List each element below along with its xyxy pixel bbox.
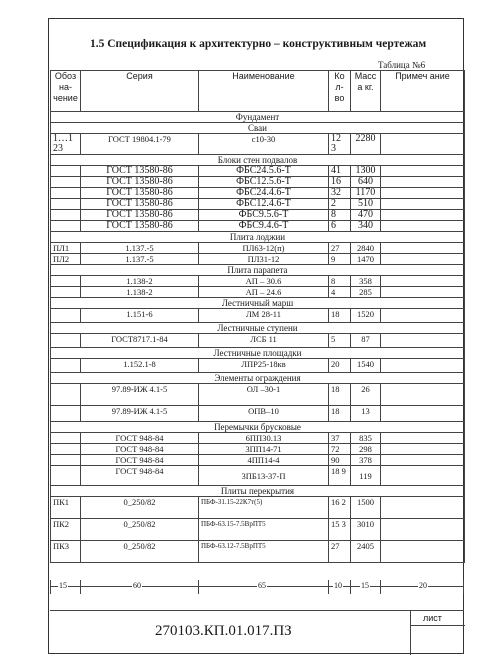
cell-seria: 1.138-2 [81,276,199,287]
cell-seria: 1.138-2 [81,287,199,298]
cell-massa: 87 [351,334,381,348]
table-row [51,406,465,422]
cell-naim: 4ПП14-4 [199,455,329,466]
page-title: 1.5 Спецификация к архитектурно – конструктивным чертежам [90,38,427,50]
dimension-tick [463,580,464,594]
cell-massa: 285 [351,287,381,298]
section-bloki: Блоки стен подвалов [51,155,465,166]
cell-massa: 1500 [351,497,381,519]
dimension-label: 65 [258,581,266,590]
cell-kol: 8 [329,276,351,287]
section-row [51,348,465,359]
cell-naim: ПЛ63-12(п) [199,243,329,254]
cell-seria: ГОСТ 948-84 [81,455,199,466]
table-row [51,466,465,486]
cell-massa: 1540 [351,359,381,373]
cell-seria: ГОСТ 13580-86 [81,177,199,188]
cell-kol: 18 9 [329,466,351,486]
section-plity: Плиты перекрытия [51,486,465,497]
cell-oboz: ПЛ1 [51,243,81,254]
cell-seria: 1.137.-5 [81,254,199,265]
cell-massa: 1170 [351,188,381,199]
cell-kol: 41 [329,166,351,177]
cell-kol: 8 [329,210,351,221]
table-row [51,433,465,444]
cell-kol: 27 [329,541,351,563]
cell-kol: 72 [329,444,351,455]
cell-kol: 12 3 [329,134,351,155]
dimension-tick [198,580,199,594]
dimension-label: 15 [361,581,369,590]
cell-kol: 32 [329,188,351,199]
cell-naim: 3ПБ13-37-П [199,466,329,486]
cell-kol: 9 [329,254,351,265]
table-row [51,519,465,541]
col-prim: Примеч ание [381,71,465,112]
table-row [51,541,465,563]
cell-massa: 835 [351,433,381,444]
sheet-divider [411,625,465,626]
cell-oboz: ПК2 [51,519,81,541]
cell-kol: 37 [329,433,351,444]
cell-massa: 1300 [351,166,381,177]
cell-kol: 16 2 [329,497,351,519]
cell-oboz: ПК3 [51,541,81,563]
cell-massa: 378 [351,455,381,466]
sheet-box [410,611,465,655]
table-row [51,455,465,466]
cell-seria: 1.152.1-8 [81,359,199,373]
table-row [51,188,465,199]
header-row [51,71,465,112]
spec-table [50,70,465,563]
cell-oboz: ПЛ2 [51,254,81,265]
cell-seria: 1.137.-5 [81,243,199,254]
cell-seria: 0_250/82 [81,519,199,541]
cell-kol: 5 [329,334,351,348]
cell-naim: АП – 24.6 [199,287,329,298]
cell-naim: ФБС9.5.6-Т [199,210,329,221]
cell-massa: 340 [351,221,381,232]
section-row [51,486,465,497]
table-row [51,210,465,221]
table-row [51,199,465,210]
cell-naim: с10-30 [199,134,329,155]
dimension-tick [350,580,351,594]
cell-naim: 3ПП14-71 [199,444,329,455]
dimension-label: 20 [419,581,427,590]
cell-seria: ГОСТ 13580-86 [81,166,199,177]
dimension-tick [328,580,329,594]
section-row [51,123,465,134]
section-row [51,265,465,276]
section-lest-ploshchadki: Лестничные площадки [51,348,465,359]
table-row [51,309,465,323]
cell-seria: 1.151-6 [81,309,199,323]
cell-seria: ГОСТ 13580-86 [81,221,199,232]
cell-kol: 18 [329,384,351,406]
section-elementy: Элементы ограждения [51,373,465,384]
cell-naim: ПБФ-63.15-7.5ВрПТ5 [199,519,329,541]
section-fundament: Фундамент [51,112,465,123]
cell-naim: ФБС24.4.6-Т [199,188,329,199]
cell-naim: ФБС9.4.6-Т [199,221,329,232]
table-row [51,134,465,155]
cell-massa: 298 [351,444,381,455]
document-code: 270103.КП.01.017.ПЗ [155,623,292,639]
section-row [51,112,465,123]
cell-oboz: ПК1 [51,497,81,519]
table-row [51,166,465,177]
table-row [51,497,465,519]
cell-kol: 15 3 [329,519,351,541]
cell-seria: ГОСТ 13580-86 [81,188,199,199]
col-massa: Масс а кг. [351,71,381,112]
cell-seria: ГОСТ 13580-86 [81,199,199,210]
cell-seria: 97.89-ИЖ 4.1-5 [81,384,199,406]
section-lest-marsh: Лестничный марш [51,298,465,309]
cell-seria: ГОСТ8717.1-84 [81,334,199,348]
cell-kol: 6 [329,221,351,232]
section-row [51,232,465,243]
cell-seria: ГОСТ 948-84 [81,433,199,444]
cell-kol: 90 [329,455,351,466]
cell-naim: ФБС12.4.6-Т [199,199,329,210]
cell-naim: ОЛ –30-1 [199,384,329,406]
cell-naim: ОПВ–10 [199,406,329,422]
table-row [51,243,465,254]
cell-seria: ГОСТ 948-84 [81,466,199,486]
dimension-scale [50,580,464,594]
dimension-tick [80,580,81,594]
cell-massa: 3010 [351,519,381,541]
col-naim: Наименование [199,71,329,112]
col-oboz: Обоз на- чение [51,71,81,112]
cell-massa: 358 [351,276,381,287]
cell-massa: 1520 [351,309,381,323]
cell-kol: 4 [329,287,351,298]
cell-kol: 20 [329,359,351,373]
section-row [51,373,465,384]
cell-seria: ГОСТ 19804.1-79 [81,134,199,155]
dimension-tick [50,580,51,594]
cell-massa: 2405 [351,541,381,563]
section-row [51,155,465,166]
cell-naim: ФБС12.5.6-Т [199,177,329,188]
cell-naim: ПБФ-63.12-7.5ВрПТ5 [199,541,329,563]
table-row [51,254,465,265]
cell-kol: 2 [329,199,351,210]
cell-massa: 2280 [351,134,381,155]
cell-massa: 119 [351,466,381,486]
section-row [51,298,465,309]
cell-oboz: 1…1 23 [51,134,81,155]
cell-seria: 97.89-ИЖ 4.1-5 [81,406,199,422]
cell-naim: ПЛ31-12 [199,254,329,265]
cell-massa: 640 [351,177,381,188]
cell-naim: АП – 30.6 [199,276,329,287]
col-seria: Серия [81,71,199,112]
cell-seria: ГОСТ 13580-86 [81,210,199,221]
cell-massa: 510 [351,199,381,210]
cell-seria: 0_250/82 [81,497,199,519]
table-row [51,359,465,373]
cell-naim: ПБФ-31.15-22К7т(5) [199,497,329,519]
cell-naim: ФБС24.5.6-Т [199,166,329,177]
section-svai: Сваи [51,123,465,134]
table-row [51,287,465,298]
cell-naim: 6ПП30.13 [199,433,329,444]
section-row [51,323,465,334]
cell-prim [381,134,465,155]
cell-seria: ГОСТ 948-84 [81,444,199,455]
title-block [50,610,464,655]
cell-naim: ЛПР25-18кв [199,359,329,373]
section-plita-parapeta: Плита парапета [51,265,465,276]
cell-kol: 18 [329,309,351,323]
sheet-label: лист [423,613,442,623]
col-kol: Ко л- во [329,71,351,112]
cell-kol: 16 [329,177,351,188]
dimension-label: 60 [133,581,141,590]
dimension-label: 10 [334,581,342,590]
cell-massa: 26 [351,384,381,406]
table-row [51,276,465,287]
table-row [51,221,465,232]
cell-massa: 470 [351,210,381,221]
table-row [51,444,465,455]
section-plita-lodzhii: Плита лоджии [51,232,465,243]
dimension-tick [380,580,381,594]
cell-kol: 27 [329,243,351,254]
table-row [51,177,465,188]
cell-massa: 2840 [351,243,381,254]
section-row [51,422,465,433]
section-peremychki: Перемычки брусковые [51,422,465,433]
cell-massa: 1470 [351,254,381,265]
table-row [51,334,465,348]
cell-massa: 13 [351,406,381,422]
cell-kol: 18 [329,406,351,422]
spec-table-wrap [50,70,464,563]
table-number: Таблица №6 [378,60,426,70]
cell-naim: ЛСБ 11 [199,334,329,348]
cell-naim: ЛМ 28-11 [199,309,329,323]
table-row [51,384,465,406]
dimension-label: 15 [59,581,67,590]
cell-seria: 0_250/82 [81,541,199,563]
section-lest-stupeni: Лестничные ступени [51,323,465,334]
